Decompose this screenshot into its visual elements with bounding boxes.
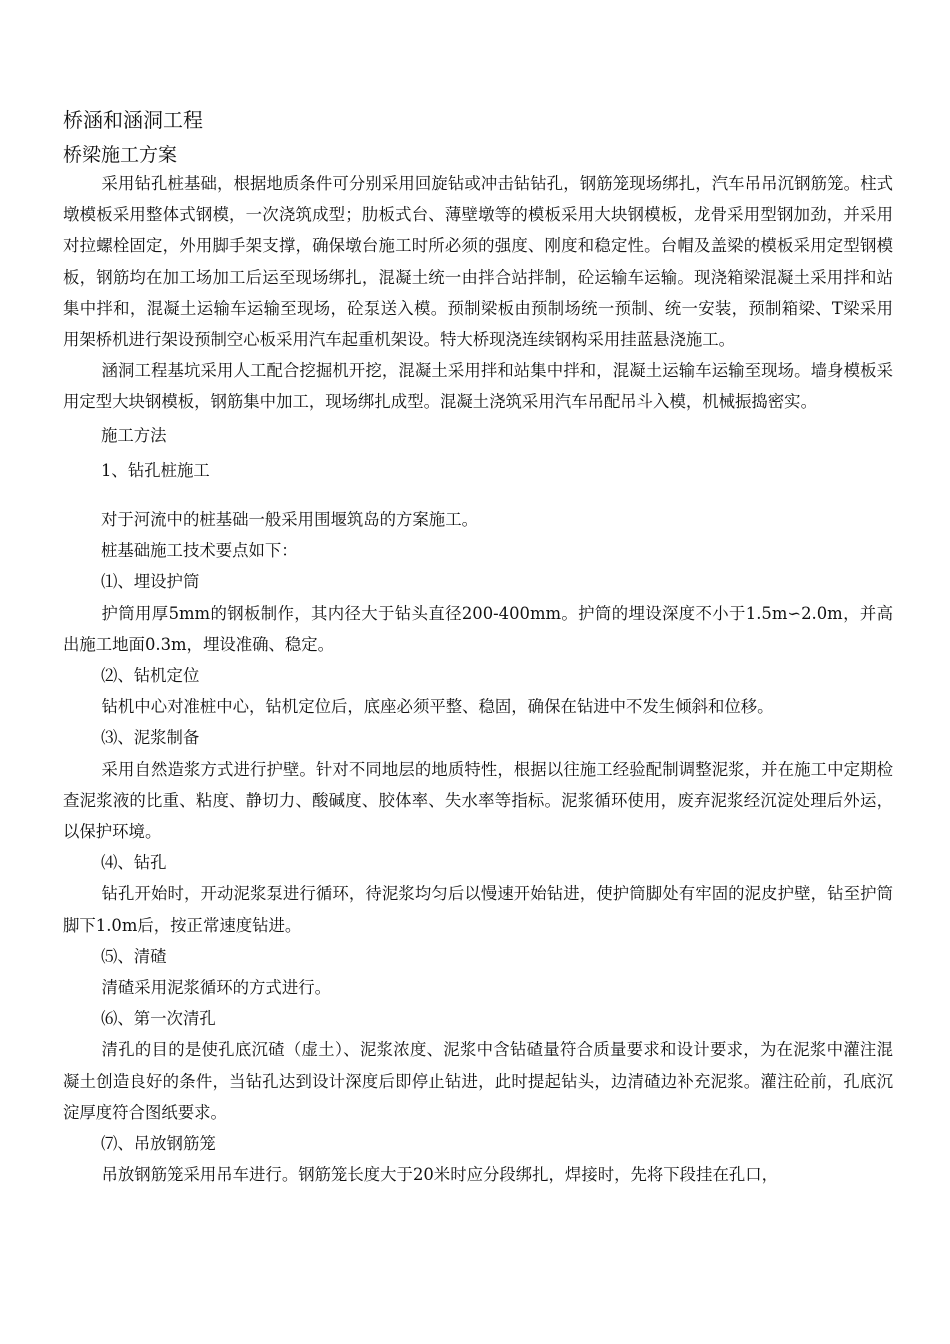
step-heading: ⑷、钻孔 [101, 853, 167, 873]
document-subtitle: 桥梁施工方案 [63, 144, 178, 166]
section-heading: 1、钻孔桩施工 [101, 460, 210, 480]
paragraph-culvert: 涵洞工程基坑采用人工配合挖掘机开挖，混凝土采用拌和站集中拌和，混凝土运输车运输至现场。墙身模板采用定型大块钢模板，钢筋集中加工，现场绑扎成型。混凝土浇筑采用汽车吊配吊斗入模，机械振捣密实。 [63, 361, 893, 412]
step-heading: ⑴、埋设护筒 [101, 572, 200, 592]
step-body: 采用自然造浆方式进行护壁。针对不同地层的地质特性，根据以往施工经验配制调整泥浆，并在施工中定期检查泥浆液的比重、粘度、静切力、酸碱度、胶体率、失水率等指标。泥浆循环使用，废弃泥浆经沉淀处理后外运，以保护环境。 [63, 759, 893, 842]
step-body: 钻孔开始时，开动泥浆泵进行循环，待泥浆均匀后以慢速开始钻进，使护筒脚处有牢固的泥皮护壁，钻至护筒脚下1.0m后，按正常速度钻进。 [63, 884, 893, 935]
step-heading: ⑺、吊放钢筋笼 [101, 1134, 216, 1154]
step-heading: ⑹、第一次清孔 [101, 1009, 216, 1029]
method-heading: 施工方法 [101, 425, 167, 445]
step-body: 钻机中心对准桩中心，钻机定位后，底座必须平整、稳固，确保在钻进中不发生倾斜和位移。 [101, 697, 774, 717]
document-page [63, 106, 893, 1191]
step-heading: ⑶、泥浆制备 [101, 728, 200, 748]
paragraph-bridge-plan: 采用钻孔桩基础，根据地质条件可分别采用回旋钻或冲击钻钻孔，钢筋笼现场绑扎，汽车吊吊沉钢筋笼。柱式墩模板采用整体式钢模，一次浇筑成型；肋板式台、薄壁墩等的模板采用大块钢模板，龙骨采用型钢加劲，并采用对拉螺栓固定，外用脚手架支撑，确保墩台施工时所必须的强度、刚度和稳定性。台帽及盖梁的模板采用定型钢模板，钢筋均在加工场加工后运至现场绑扎，混凝土统一由拌合站拌制，砼运输车运输。现浇箱梁混凝土采用拌和站集中拌和，混凝土运输车运输至现场，砼泵送入模。预制梁板由预制场统一预制、统一安装，预制箱梁、T梁采用用架桥机进行架设预制空心板采用汽车起重机架设。特大桥现浇连续钢构采用挂蓝悬浇施工。 [63, 174, 893, 350]
step-body: 清孔的目的是使孔底沉碴（虚土）、泥浆浓度、泥浆中含钻碴量符合质量要求和设计要求，为在泥浆中灌注混凝土创造良好的条件，当钻孔达到设计深度后即停止钻进，此时提起钻头，边清碴边补充泥浆。灌注砼前，孔底沉淀厚度符合图纸要求。 [63, 1040, 893, 1122]
step-heading: ⑸、清碴 [101, 946, 167, 966]
step-heading: ⑵、钻机定位 [101, 666, 200, 686]
step-body: 清碴采用泥浆循环的方式进行。 [101, 978, 331, 998]
intro-points: 桩基础施工技术要点如下： [101, 541, 298, 561]
intro-paragraph: 对于河流中的桩基础一般采用围堰筑岛的方案施工。 [101, 510, 478, 530]
step-body: 护筒用厚5mm的钢板制作，其内径大于钻头直径200-400mm。护筒的埋设深度不小于1.5m∽2.0m，并高出施工地面0.3m，埋设准确、稳定。 [63, 603, 893, 654]
step-body: 吊放钢筋笼采用吊车进行。钢筋笼长度大于20米时应分段绑扎，焊接时，先将下段挂在孔口， [101, 1165, 779, 1185]
document-title: 桥涵和涵洞工程 [63, 108, 203, 132]
